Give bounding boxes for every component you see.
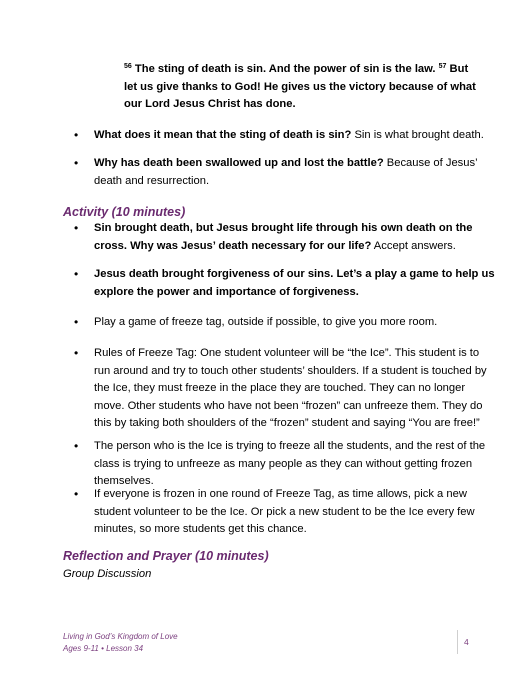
question-text: What does it mean that the sting of death is sin? [94, 129, 352, 141]
bullet-text: Accept answers. [371, 239, 456, 252]
activity-bullet [94, 266, 498, 301]
activity-bullet [94, 438, 498, 491]
bullet-text: The person who is the Ice is trying to freeze all the students, and the rest of the class is trying to unfreeze as many people as they can without getting frozen themselves. [94, 440, 486, 487]
activity-bullet [94, 220, 498, 255]
activity-heading: Activity (10 minutes) [63, 205, 186, 219]
footer-divider [457, 630, 458, 654]
footer-course-info [63, 631, 178, 655]
reflection-subheading: Group Discussion [63, 568, 152, 580]
bullet-bold-text: Jesus death brought forgiveness of our sins. Let’s a play a game to help us explore the power and importance of forgiveness. [94, 268, 495, 298]
verse-text: But let us give thanks to God! He gives us the victory because of what our Lord Jesus Christ has done. [124, 63, 476, 110]
activity-bullet [94, 486, 498, 539]
verse-text: The sting of death is sin. And the power of sin is the law. [131, 63, 439, 75]
reflection-heading: Reflection and Prayer (10 minutes) [63, 549, 269, 563]
footer-course-title: Living in God’s Kingdom of Love [63, 632, 178, 641]
bullet-text: Rules of Freeze Tag: One student volunteer will be “the Ice”. This student is to run around and try to touch other students’ shoulders. If a student is touched by the Ice, they must freeze in the place they are touched. They can no longer move. Other students who have not been “frozen” can unfreeze them. They do this by taking both shoulders of the “frozen” student and saying “You are free!” [94, 347, 487, 429]
footer-lesson-info: Ages 9-11 • Lesson 34 [63, 644, 144, 653]
activity-bullet [94, 314, 498, 332]
page-number: 4 [464, 637, 469, 647]
discussion-bullet [94, 127, 498, 145]
discussion-bullet [94, 155, 498, 190]
bullet-text: If everyone is frozen in one round of Freeze Tag, as time allows, pick a new student volunteer to be the Ice. Or pick a new student to be the Ice every few minutes, so more students get this chance. [94, 488, 475, 535]
verse-number: 56 [124, 63, 132, 70]
bullet-bold-text: Sin brought death, but Jesus brought life through his own death on the cross. Why was Jesus’ death necessary for our life? [94, 222, 473, 252]
activity-bullet [94, 345, 498, 433]
verse-number: 57 [438, 63, 447, 70]
answer-text: Because of Jesus’ death and resurrection. [94, 157, 478, 187]
scripture-quote [124, 61, 484, 114]
bullet-text: Play a game of freeze tag, outside if possible, to give you more room. [94, 316, 438, 328]
question-text: Why has death been swallowed up and lost the battle? [94, 157, 384, 169]
answer-text: Sin is what brought death. [351, 129, 484, 141]
